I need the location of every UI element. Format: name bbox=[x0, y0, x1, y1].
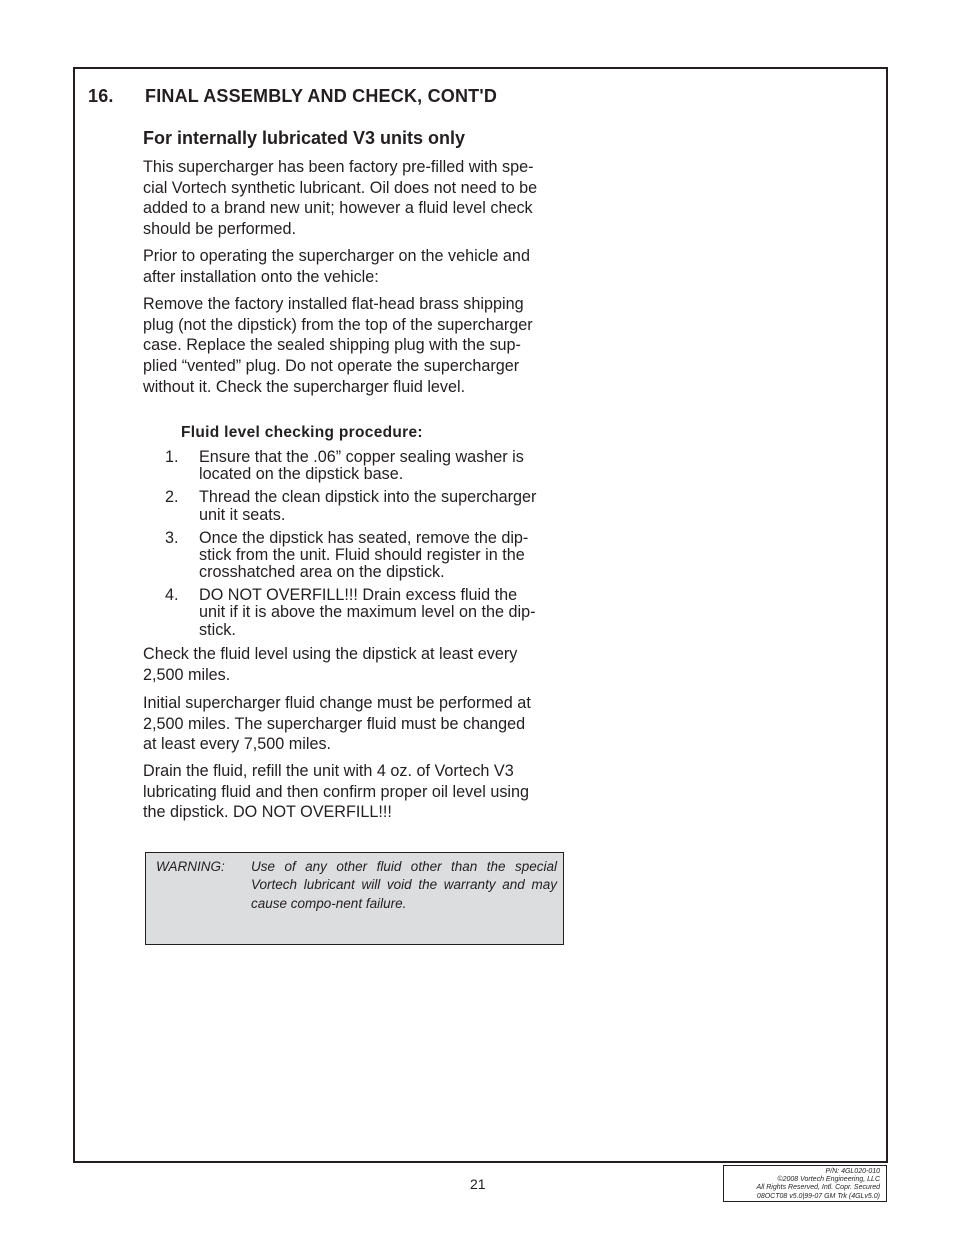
section-title: FINAL ASSEMBLY AND CHECK, CONT'D bbox=[145, 86, 498, 106]
step-text: Ensure that the .06” copper sealing washer is located on the dipstick base. bbox=[199, 448, 524, 484]
copyright-line: ©2008 Vortech Engineering, LLC bbox=[777, 1176, 880, 1184]
step-number: 3. bbox=[165, 528, 179, 547]
subheading: For internally lubricated V3 units only bbox=[143, 128, 466, 148]
drain-paragraph: Drain the fluid, refill the unit with 4 oz. of Vortech V3 lubricating fluid and then confirm proper oil level using the dipstick. DO NOT OVERFILL!!! bbox=[143, 762, 530, 822]
step-number: 1. bbox=[165, 448, 179, 466]
procedure-heading: Fluid level checking procedure: bbox=[181, 424, 423, 441]
step-text: Thread the clean dipstick into the supercharger unit it seats. bbox=[199, 488, 537, 524]
section-heading bbox=[88, 86, 497, 107]
section-number: 16. bbox=[88, 86, 114, 106]
remove-plug-paragraph: Remove the factory installed flat-head brass shipping plug (not the dipstick) from the top of the supercharger case. Replace the sealed shipping plug with the sup- plied “vented” plug. Do not operate the supercharger without it. Check the supercharger fluid level. bbox=[143, 295, 533, 396]
step-number: 2. bbox=[165, 488, 179, 507]
intro-paragraph: This supercharger has been factory pre-filled with spe- cial Vortech synthetic lubricant. Oil does not need to be added to a brand new unit; however a fluid level check should be performed. bbox=[143, 158, 538, 239]
prior-paragraph: Prior to operating the supercharger on the vehicle and after installation onto the vehicle: bbox=[143, 247, 530, 286]
procedure-step bbox=[165, 489, 565, 524]
check-interval-paragraph: Check the fluid level using the dipstick at least every 2,500 miles. bbox=[143, 645, 518, 684]
footer-info-box bbox=[723, 1165, 887, 1202]
procedure-step bbox=[165, 449, 565, 484]
procedure-step bbox=[165, 587, 565, 639]
fluid-change-paragraph: Initial supercharger fluid change must be performed at 2,500 miles. The supercharger fluid must be changed at least every 7,500 miles. bbox=[143, 694, 531, 754]
version-line: 08OCT08 v5.0|99-07 GM Trk (4GLv5.0) bbox=[756, 1192, 880, 1200]
part-number: P/N: 4GL020-010 bbox=[825, 1168, 880, 1175]
warning-box bbox=[145, 852, 564, 945]
page-number: 21 bbox=[470, 1176, 486, 1192]
step-text: DO NOT OVERFILL!!! Drain excess fluid the unit if it is above the maximum level on the dip- stick. bbox=[199, 586, 536, 639]
procedure-step bbox=[165, 530, 565, 582]
step-number: 4. bbox=[165, 586, 179, 605]
rights-line: All Rights Reserved, Intl. Copr. Secured bbox=[756, 1184, 880, 1192]
procedure-steps bbox=[165, 449, 565, 645]
step-text: Once the dipstick has seated, remove the dip- stick from the unit. Fluid should register in the crosshatched area on the dipstick. bbox=[199, 528, 529, 582]
warning-label: WARNING: bbox=[156, 859, 225, 874]
warning-text: Use of any other fluid other than the special Vortech lubricant will void the warranty and may cause compo-nent failure. bbox=[251, 859, 557, 911]
